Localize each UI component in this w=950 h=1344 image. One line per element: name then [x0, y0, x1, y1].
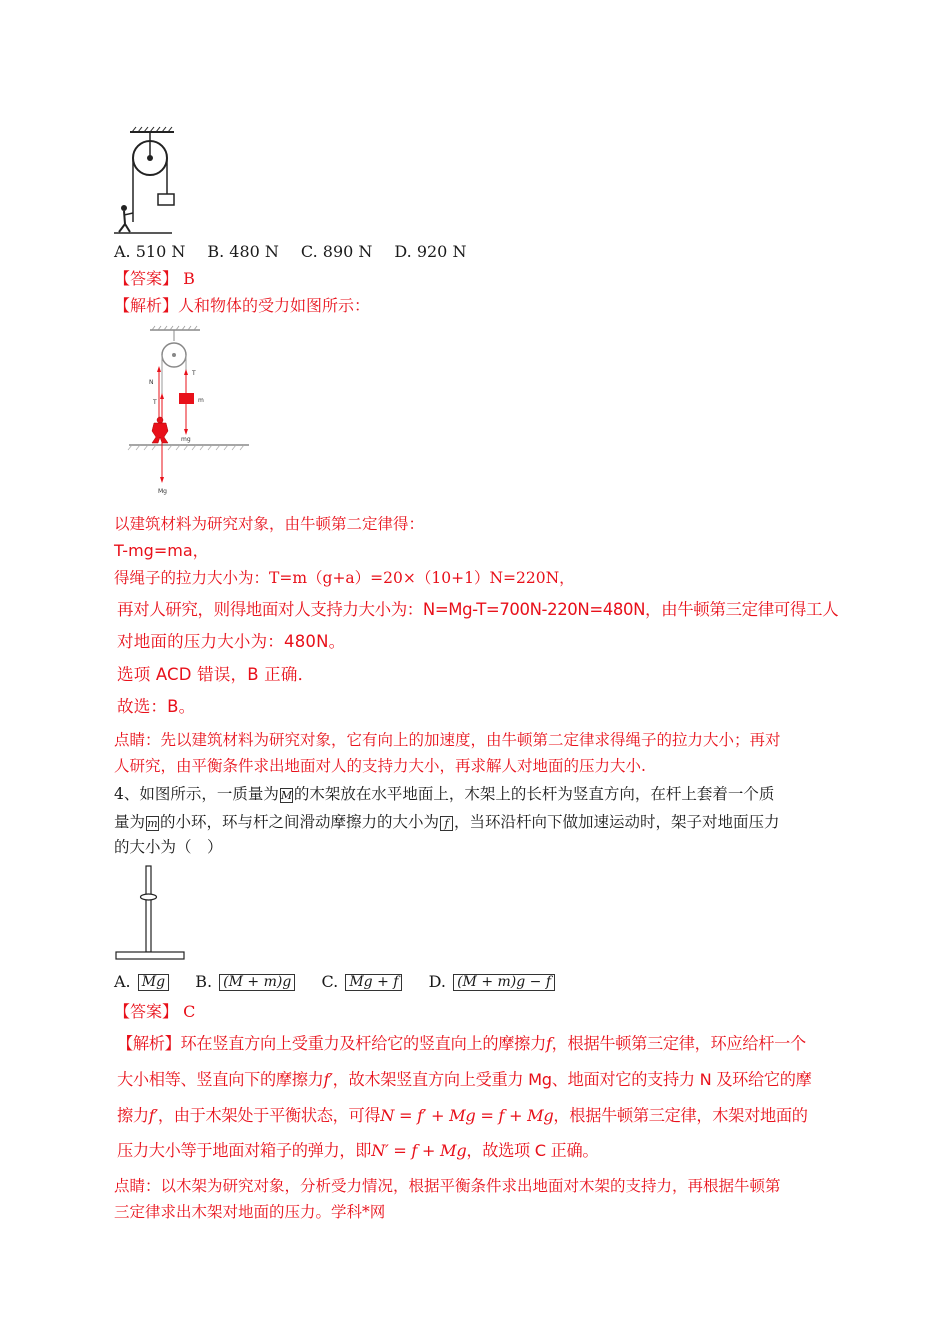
q3-line-1: 以建筑材料为研究对象，由牛顿第二定律得：: [114, 515, 425, 533]
q4-option-a-value[interactable]: Mg: [138, 974, 169, 991]
q4-option-d-label[interactable]: D.: [428, 972, 446, 991]
diagram-label-m: m: [198, 397, 204, 404]
q4-ana-4a: 压力大小等于地面对箱子的弹力，即: [117, 1141, 372, 1160]
q4-tip-1: 点睛：以木架为研究对象，分析受力情况，根据平衡条件求出地面对木架的支持力，再根据牛顿第: [114, 1177, 781, 1195]
q3-analysis-intro: [114, 294, 370, 318]
diagram-label-t-left: T: [153, 399, 157, 406]
q4-stem-3: 的大小为（ ）: [114, 838, 223, 856]
q3-tip-1: 点睛：先以建筑材料为研究对象，它有向上的加速度，由牛顿第二定律求得绳子的拉力大小；再对: [114, 731, 781, 749]
q3-option-b[interactable]: B. 480 N: [207, 242, 279, 261]
q4-options: [114, 970, 557, 994]
force-diagram: [124, 325, 254, 497]
q4-option-a-label[interactable]: A.: [114, 972, 131, 991]
q4-ana-4b: ，故选项 C 正确。: [466, 1141, 599, 1160]
q4-tip-2: 三定律求出木架对地面的压力。学科*网: [114, 1203, 386, 1221]
pulley-figure: [112, 126, 182, 238]
q4-option-d-value[interactable]: (M + m)g − f: [453, 974, 555, 991]
q4-stem-2a: 量为: [114, 813, 146, 831]
q4-ana-2f: f′: [323, 1070, 333, 1089]
q4-stem-1a: 4、如图所示，一质量为: [114, 785, 279, 803]
q4-ana-3c: ，根据牛顿第三定律，木架对地面的: [553, 1106, 808, 1125]
var-m-big-box: M: [280, 789, 293, 802]
diagram-label-t-right: T: [192, 370, 196, 377]
q4-ana-2a: 大小相等、竖直向下的摩擦力: [117, 1070, 324, 1089]
q4-ana-3f: f′: [148, 1106, 158, 1125]
q3-answer: 【答案】 B: [114, 269, 195, 288]
q4-stem-line-2: [114, 810, 780, 834]
q4-ana-4-equation: N′ = f + Mg: [371, 1141, 467, 1160]
diagram-label-n: N: [149, 379, 154, 386]
q4-analysis-line-1: [117, 1032, 806, 1056]
q3-analysis-intro-text: 【解析】人和物体的受力如图所示：: [114, 296, 371, 315]
q3-line-4: 再对人研究，则得地面对人支持力大小为：N=Mg-T=700N-220N=480N，由牛顿第三定律可得工人: [117, 600, 839, 619]
q4-stem-1b: 的木架放在水平地面上，木架上的长杆为竖直方向，在杆上套着一个质: [293, 785, 775, 803]
var-m-small-box: m: [147, 817, 158, 830]
q3-line-3: 得绳子的拉力大小为：T=m（g+a）=20×（10+1）N=220N，: [114, 569, 575, 587]
q3-option-c[interactable]: C. 890 N: [300, 242, 373, 261]
q3-option-d[interactable]: D. 920 N: [394, 242, 467, 261]
q4-ana-1a: 【解析】环在竖直方向上受重力及杆给它的竖直向上的摩擦力: [117, 1034, 546, 1053]
q3-options: [114, 240, 488, 264]
q4-analysis-line-2: [117, 1068, 812, 1092]
q4-option-c-label[interactable]: C.: [321, 972, 339, 991]
q4-option-c-value[interactable]: Mg + f: [345, 974, 402, 991]
q3-tip-2: 人研究，由平衡条件求出地面对人的支持力大小，再求解人对地面的压力大小.: [114, 757, 646, 775]
q3-option-a[interactable]: A. 510 N: [114, 242, 186, 261]
diagram-label-big-mg: Mg: [158, 488, 167, 495]
q4-analysis-line-3: [117, 1104, 808, 1128]
q4-answer: 【答案】 C: [114, 1002, 196, 1021]
diagram-label-mg: mg: [181, 436, 191, 443]
q3-line-2: T-mg=ma，: [114, 541, 209, 560]
var-f-box: f: [440, 816, 453, 831]
q3-line-7: 故选：B。: [117, 697, 196, 716]
wooden-frame-figure: [112, 862, 192, 964]
q4-stem-line-1: [114, 782, 774, 806]
q4-option-b-value[interactable]: (M + m)g: [219, 974, 295, 991]
q3-line-6: 选项 ACD 错误，B 正确．: [117, 665, 315, 684]
q3-line-5: 对地面的压力大小为：480N。: [117, 632, 346, 651]
q4-ana-2b: ，故木架竖直方向上受重力 Mg、地面对它的支持力 N 及环给它的摩: [332, 1070, 812, 1089]
q4-ana-3-equation: N = f′ + Mg = f + Mg: [380, 1106, 554, 1125]
q4-analysis-line-4: [117, 1139, 598, 1163]
q4-stem-2c: ，当环沿杆向下做加速运动时，架子对地面压力: [454, 813, 780, 831]
q4-stem-2b: 的小环，环与杆之间滑动摩擦力的大小为: [160, 813, 440, 831]
q4-ana-1f: f: [545, 1034, 552, 1053]
q4-ana-1b: ，根据牛顿第三定律，环应给杆一个: [551, 1034, 806, 1053]
q4-option-b-label[interactable]: B.: [195, 972, 213, 991]
q4-ana-3b: ，由于木架处于平衡状态，可得: [157, 1106, 381, 1125]
q4-ana-3a: 擦力: [117, 1106, 149, 1125]
